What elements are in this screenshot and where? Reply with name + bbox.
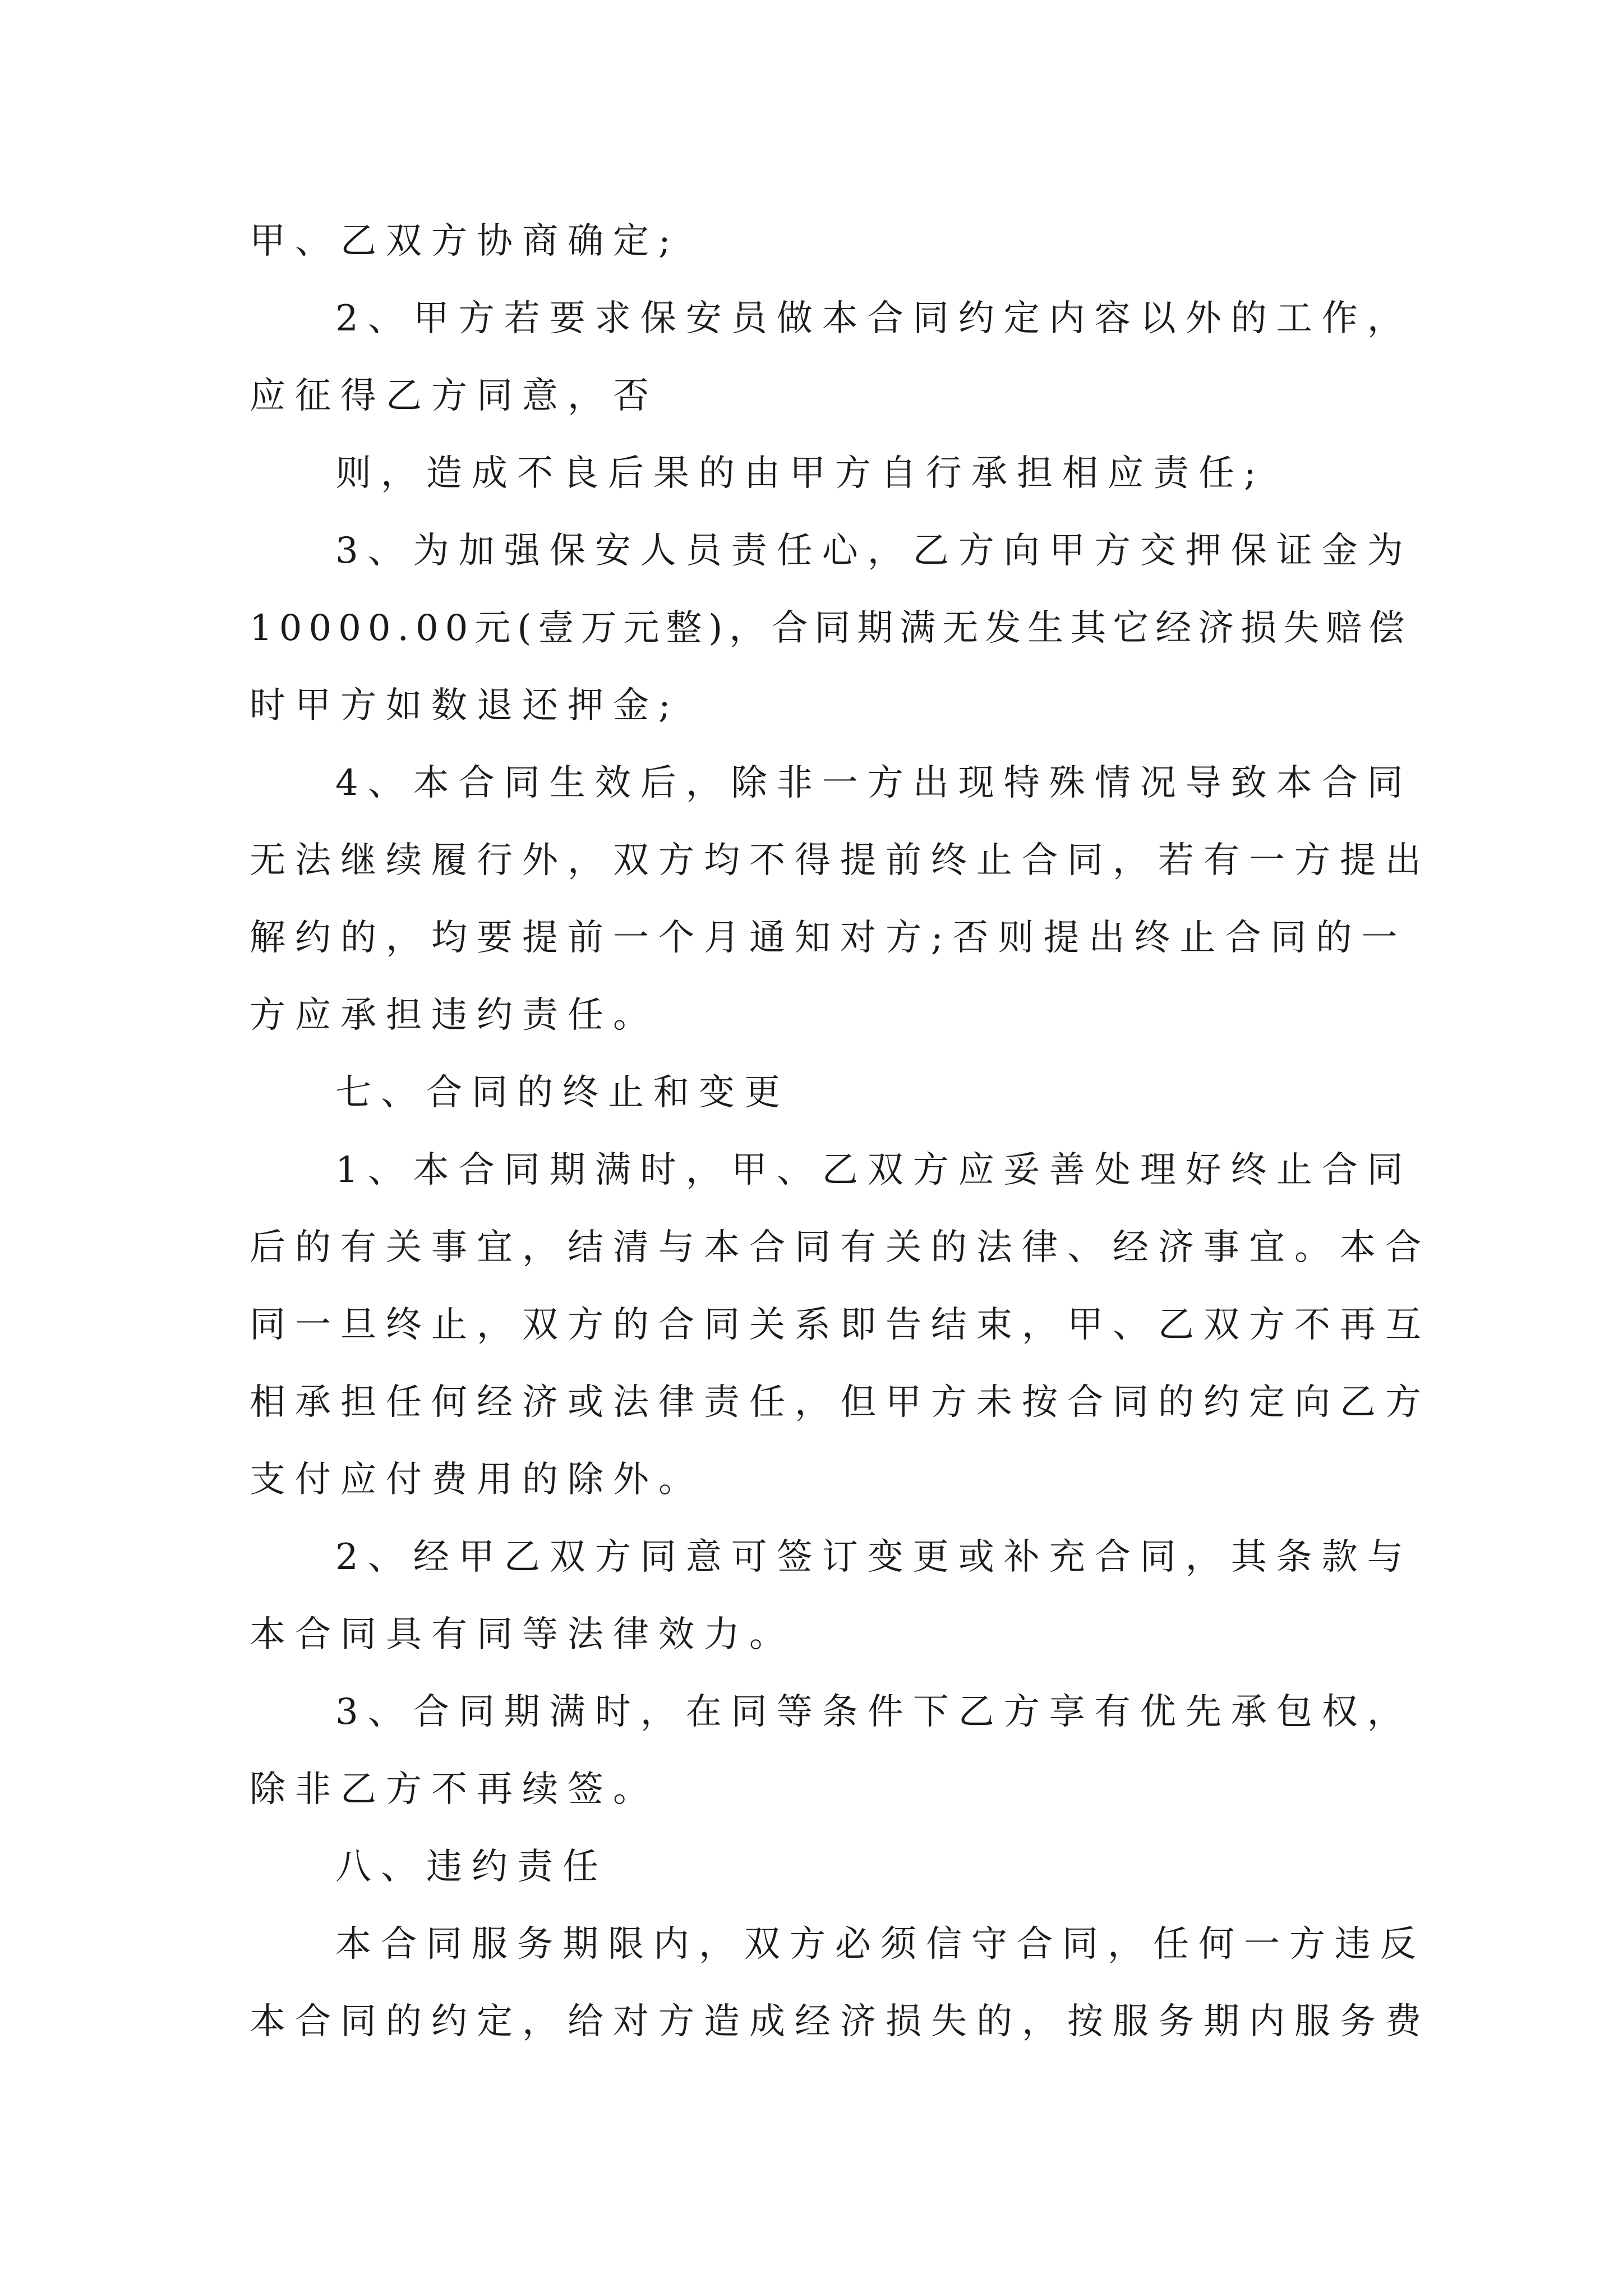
text-line: 1、本合同期满时，甲、乙双方应妥善处理好终止合同 — [335, 1149, 1413, 1191]
text-line: 2、经甲乙双方同意可签订变更或补充合同，其条款与 — [335, 1536, 1413, 1578]
text-line: 本合同的约定，给对方造成经济损失的，按服务期内服务费 — [250, 2001, 1431, 2042]
text-line: 解约的，均要提前一个月通知对方;否则提出终止合同的一 — [250, 917, 1407, 959]
text-line: 本合同具有同等法律效力。 — [250, 1614, 795, 1655]
text-line: 相承担任何经济或法律责任，但甲方未按合同的约定向乙方 — [250, 1382, 1431, 1423]
text-line: 10000.00元(壹万元整)，合同期满无发生其它经济损失赔偿 — [250, 608, 1412, 649]
text-line: 支付应付费用的除外。 — [250, 1459, 704, 1501]
text-line: 时甲方如数退还押金; — [250, 685, 680, 726]
text-line: 方应承担违约责任。 — [250, 995, 658, 1036]
text-line: 同一旦终止，双方的合同关系即告结束，甲、乙双方不再互 — [250, 1304, 1431, 1346]
section-heading: 七、合同的终止和变更 — [335, 1072, 790, 1114]
text-line: 无法继续履行外，双方均不得提前终止合同，若有一方提出 — [250, 840, 1431, 881]
text-line: 2、甲方若要求保安员做本合同约定内容以外的工作， — [335, 298, 1413, 339]
section-heading: 八、违约责任 — [335, 1846, 608, 1888]
text-line: 应征得乙方同意，否 — [250, 375, 658, 417]
text-line: 甲、乙双方协商确定; — [250, 220, 680, 262]
text-line: 除非乙方不再续签。 — [250, 1769, 658, 1810]
text-line: 本合同服务期限内，双方必须信守合同，任何一方违反 — [335, 1924, 1426, 1965]
text-line: 3、为加强保安人员责任心，乙方向甲方交押保证金为 — [335, 530, 1413, 572]
text-line: 则，造成不良后果的由甲方自行承担相应责任; — [335, 453, 1266, 494]
text-line: 后的有关事宜，结清与本合同有关的法律、经济事宜。本合 — [250, 1227, 1431, 1268]
text-line: 4、本合同生效后，除非一方出现特殊情况导致本合同 — [335, 762, 1413, 804]
text-line: 3、合同期满时，在同等条件下乙方享有优先承包权， — [335, 1691, 1413, 1733]
